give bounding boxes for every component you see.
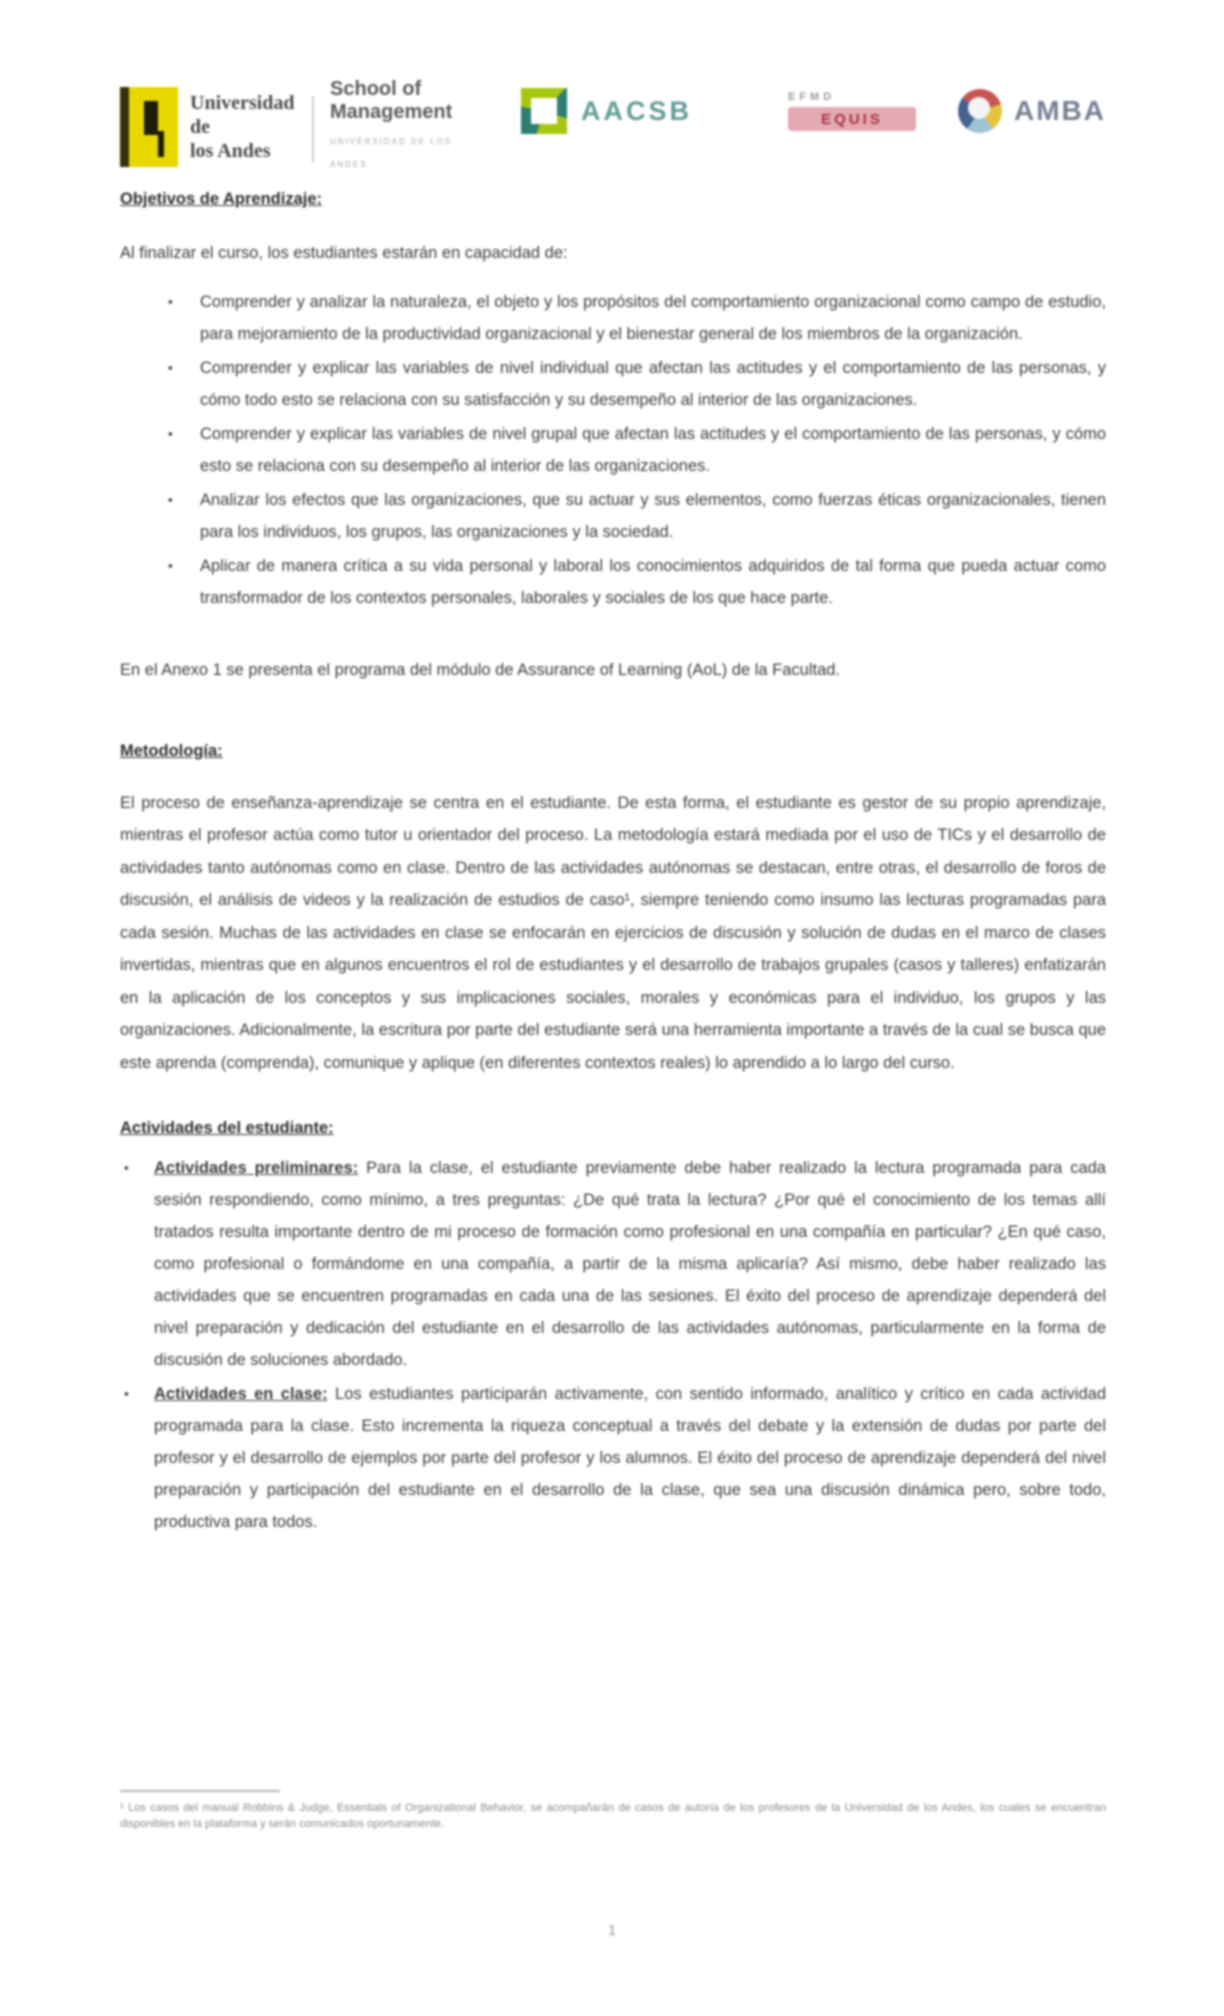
logo-divider [312,96,314,162]
uniandes-shield-icon [120,87,178,167]
equis-logo-icon [788,91,916,131]
objetivos-list [120,286,1106,614]
actividad-text: Los estudiantes participarán activamente, con sentido informado, analítico y crítico en cada actividad programada para la clase. Esto incrementa la riqueza conceptual a través del debate y la extensión de dudas por parte del profesor y el desarrollo de ejemplos por parte del profesor y los alumnos. El éxito del proceso de aprendizaje dependerá del nivel preparación y participación del estudiante en el desarrollo de la clase, que sea una discusión dinámica pero, sobre todo, productiva para todos. [154,1385,1106,1531]
school-line2: Management [330,101,453,123]
metodologia-paragraph: El proceso de enseñanza-aprendizaje se centra en el estudiante. De esta forma, el estudiante es gestor de su propio aprendizaje, mientras el profesor actúa como tutor u orientador del proceso. La metodología estará mediada por el uso de TICs y el desarrollo de actividades tanto autónomas como en clase. Dentro de las actividades autónomas se destacan, entre otras, el desarrollo de foros de discusión, el análisis de videos y la realización de estudios de caso¹, siempre teniendo como insumo las lecturas programadas para cada sesión. Muchas de las actividades en clase se enfocarán en ejercicios de discusión y solución de dudas en el marco de clases invertidas, mientras que en algunos encuentros el rol de estudiantes y el desarrollo de trabajos grupales (casos y talleres) enfatizarán en la aplicación de los conceptos y sus implicaciones sociales, morales y económicas para el individuo, los grupos y las organizaciones. Adicionalmente, la escritura por parte del estudiante será una herramienta importante a través de la cual se busca que este aprenda (comprenda), comunique y aplique (en diferentes contextos reales) lo aprendido a lo largo del curso. [120,793,1106,1072]
equis-bar [788,107,916,131]
objetivos-intro: Al finalizar el curso, los estudiantes estarán en capacidad de: [120,244,568,262]
list-item: ▪ Comprender y explicar las variables de nivel individual que afectan las actitudes y el comportamiento de las personas, y cómo todo esto se relaciona con su satisfacción y su desempeño al interior de las organizaciones. [120,352,1106,416]
section-heading-metodologia: Metodología: [120,741,223,760]
school-caption: UNIVERSIDAD DE LOS ANDES [330,137,453,169]
section-heading-actividades: Actividades del estudiante: [120,1119,334,1137]
school-line1: School of [330,78,422,100]
accreditation-logos [521,88,1106,134]
list-item [120,1378,1106,1538]
section-heading-objetivos: Objetivos de Aprendizaje: [120,190,323,208]
uniandes-name [190,91,294,163]
school-of-management-logo [330,78,457,176]
aacsb-mark-icon [521,88,567,134]
list-item: ▪ Comprender y analizar la naturaleza, el objeto y los propósitos del comportamiento organizacional como campo de estudio, para mejoramiento de la productividad organizacional y el bienestar general de los miembros de la organización. [120,286,1106,350]
uniandes-name-line2: los Andes [190,140,271,162]
actividad-text: Para la clase, el estudiante previamente debe haber realizado la lectura programada para cada sesión respondiendo, como mínimo, a tres preguntas: ¿De qué trata la lectura? ¿Por qué el conocimiento de los temas allí tratados resulta importante dentro de mi proceso de formación como profesional en una compañía en particular? ¿En qué caso, como profesional o formándome en una compañía, a partir de la misma aplicaría? Así mismo, debe haber realizado las actividades que se encuentren programadas en cada una de las sesiones. El éxito del proceso de aprendizaje dependerá del nivel preparación y dedicación del estudiante en el desarrollo de las actividades autónomas, particularmente en la forma de discusión de soluciones abordado. [154,1159,1106,1369]
actividades-list [120,1152,1106,1538]
uniandes-name-line1: Universidad de [190,92,295,138]
list-item: ▪ Aplicar de manera crítica a su vida personal y laboral los conocimientos adquiridos de tal forma que pueda actuar como transformador de los contextos personales, laborales y sociales de los que hace parte. [120,550,1106,614]
list-item [120,1152,1106,1376]
aacsb-logo-icon [521,88,692,134]
amba-swirl-icon [958,89,1002,133]
amba-wordmark: AMBA [1014,95,1106,126]
footnote-rule [120,1790,280,1792]
list-item: ▪ Analizar los efectos que las organizaciones, que su actuar y sus elementos, como fuerzas éticas organizacionales, tienen para los individuos, los grupos, las organizaciones y la sociedad. [120,484,1106,548]
efmd-wordmark: EFMD [788,91,836,103]
list-item: ▪ Comprender y explicar las variables de nivel grupal que afectan las actitudes y el comportamiento de las personas, y cómo esto se relaciona con su desempeño al interior de las organizaciones. [120,418,1106,482]
footnote-text: ¹ Los casos del manual Robbins & Judge, Essentials of Organizational Behavior, se acompañarán de casos de autoría de los profesores de la Universidad de los Andes, los cuales se encuentran disponibles en la plataforma y serán comunicados oportunamente. [120,1802,1106,1830]
amba-logo-icon [958,89,1106,133]
actividad-label: Actividades en clase: [154,1385,328,1403]
page-number: 1 [607,1922,617,1939]
footnote [120,1790,1106,1832]
aol-note: En el Anexo 1 se presenta el programa del módulo de Assurance of Learning (AoL) de la Facultad. [120,660,841,679]
aacsb-wordmark: AACSB [580,95,692,126]
page-header [120,78,1106,169]
actividad-label: Actividades preliminares: [154,1159,359,1177]
uniandes-logo [120,78,457,176]
equis-wordmark: EQUIS [821,110,883,128]
